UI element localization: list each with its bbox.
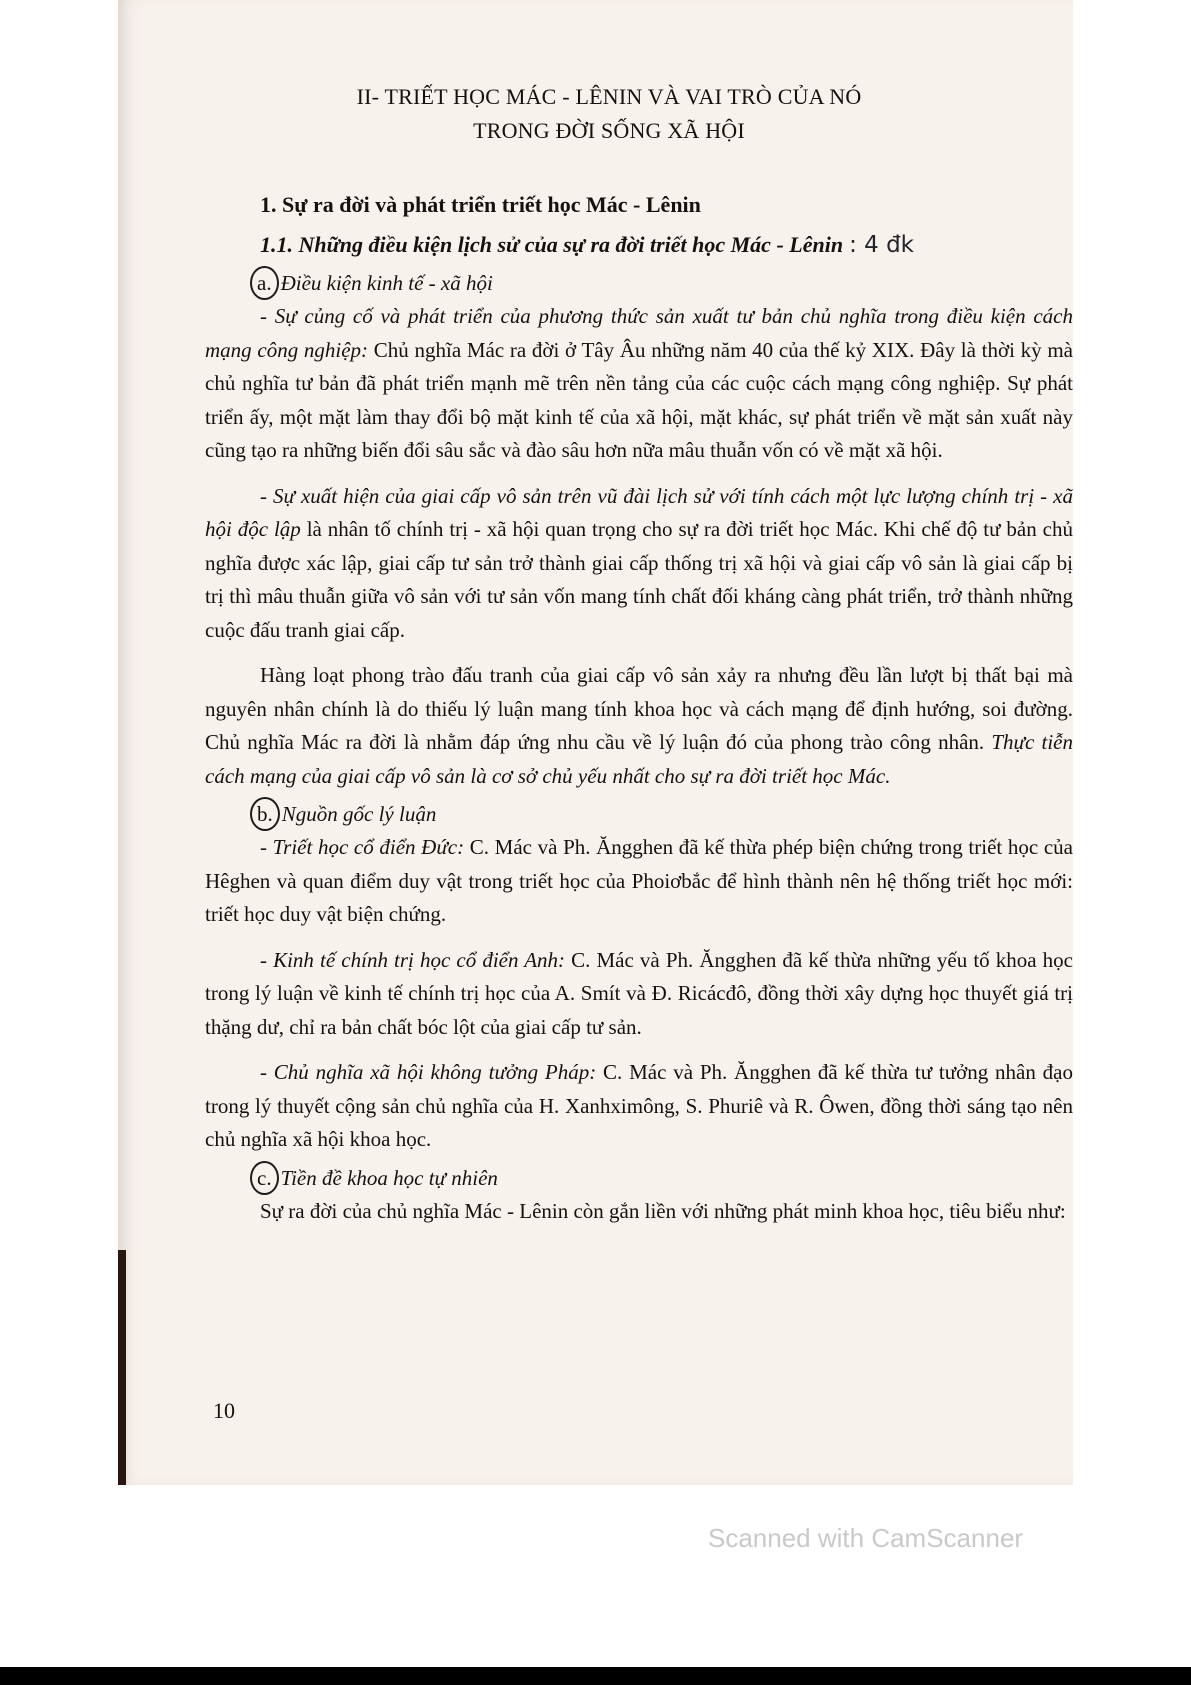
part-b-p2-lead: - Kinh tế chính trị học cổ điển Anh: — [260, 947, 566, 972]
part-b-p3-lead: - Chủ nghĩa xã hội không tưởng Pháp: — [260, 1060, 597, 1084]
subsection-title-text: 1.1. Những điều kiện lịch sử của sự ra đời triết học Mác - Lênin — [260, 232, 844, 257]
part-a-title: Điều kiện kinh tế - xã hội — [280, 271, 493, 295]
part-a-p3-italic: Thực tiễn cách mạng của giai cấp vô sản là cơ sở chủ yếu nhất cho sự ra đời triết học Mác. — [205, 730, 1073, 788]
part-a-p1-text: Chủ nghĩa Mác ra đời ở Tây Âu những năm 40 của thế kỷ XIX. Đây là thời kỳ mà chủ nghĩa tư bản đã phát triển mạnh mẽ trên nền tảng của các cuộc cách mạng công nghiệp. Sự phát triển ấy, một mặt làm thay đổi bộ mặt kinh tế của xã hội, mặt khác, sự phát triển về mặt sản xuất này cũng tạo ra những biến đổi sâu sắc và đào sâu hơn nữa mâu thuẫn vốn có về mặt xã hội. — [205, 337, 1074, 462]
part-b-p1-lead: - Triết học cổ điển Đức: — [260, 835, 465, 859]
bottom-black-bar — [0, 1667, 1191, 1685]
part-a-p2-lead: - Sự xuất hiện của giai cấp vô sản trên vũ đài lịch sử với tính cách một lực lượng chính trị - xã hội độc lập — [205, 483, 1073, 541]
subsection-title — [260, 228, 1073, 262]
part-a-p1-lead: - Sự củng cố và phát triển của phương thức sản xuất tư bản chủ nghĩa trong điều kiện cách mạng công nghiệp: — [205, 304, 1073, 362]
camscanner-watermark: Scanned with CamScanner — [708, 1523, 1024, 1553]
part-b-heading — [250, 797, 1073, 831]
part-a-paragraph-1 — [205, 300, 1073, 468]
part-b-paragraph-3 — [205, 1056, 1073, 1157]
part-b-p1-text: C. Mác và Ph. Ăngghen đã kế thừa phép biện chứng trong triết học của Hêghen và quan điểm duy vật trong triết học của Phoiơbắc để hình thành nên hệ thống triết học mới: triết học duy vật biện chứng. — [205, 835, 1073, 926]
part-c-heading — [250, 1161, 1073, 1195]
book-binding-shadow — [118, 1250, 126, 1485]
part-a-p2-text: là nhân tố chính trị - xã hội quan trọng cho sự ra đời triết học Mác. Khi chế độ tư bản chủ nghĩa được xác lập, giai cấp tư sản trở thành giai cấp thống trị xã hội và giai cấp vô sản là giai cấp bị trị thì mâu thuẫn giữa vô sản với tư sản vốn mang tính chất đối kháng càng phát triển, trở thành những cuộc đấu tranh giai cấp. — [205, 517, 1073, 642]
part-a-paragraph-2 — [205, 480, 1073, 648]
part-b-title: Nguồn gốc lý luận — [281, 802, 437, 826]
chapter-heading-line2: TRONG ĐỜI SỐNG XÃ HỘI — [473, 118, 745, 143]
part-a-p3-text: Hàng loạt phong trào đấu tranh của giai cấp vô sản xảy ra nhưng đều lần lượt bị thất bại mà nguyên nhân chính là do thiếu lý luận mang tính khoa học và cách mạng để định hướng, soi đường. Chủ nghĩa Mác ra đời là nhằm đáp ứng nhu cầu về lý luận đó của phong trào công nhân. — [205, 663, 1073, 754]
page-content — [205, 80, 1073, 1228]
part-c-title: Tiền đề khoa học tự nhiên — [280, 1165, 498, 1190]
part-a-marker: a. — [250, 266, 279, 300]
part-b-p2-text: C. Mác và Ph. Ăngghen đã kế thừa những yếu tố khoa học trong lý luận về kinh tế chính trị học của A. Smít và Đ. Ricácđô, đồng thời xây dựng học thuyết giá trị thặng dư, chỉ ra bản chất bóc lột của giai cấp tư sản. — [205, 947, 1073, 1039]
chapter-heading — [205, 80, 1073, 148]
part-a-heading — [250, 266, 1073, 300]
part-a-paragraph-3 — [205, 659, 1073, 793]
part-c-marker: c. — [250, 1161, 279, 1195]
handwritten-note: : 4 đk — [849, 232, 914, 258]
part-c-p1-text: Sự ra đời của chủ nghĩa Mác - Lênin còn gắn liền với những phát minh khoa học, tiêu biểu như: — [260, 1198, 1066, 1223]
chapter-heading-line1: II- TRIẾT HỌC MÁC - LÊNIN VÀ VAI TRÒ CỦA NÓ — [356, 84, 862, 109]
part-c-paragraph-1 — [205, 1195, 1073, 1229]
part-b-marker: b. — [250, 797, 280, 831]
section-title: 1. Sự ra đời và phát triển triết học Mác - Lênin — [260, 192, 701, 217]
part-b-paragraph-1 — [205, 831, 1073, 932]
part-b-p3-text: C. Mác và Ph. Ăngghen đã kế thừa tư tưởng nhân đạo trong lý thuyết cộng sản chủ nghĩa của H. Xanhximông, S. Phuriê và R. Ôwen, đồng thời sáng tạo nên chủ nghĩa xã hội khoa học. — [205, 1060, 1073, 1151]
page-number: 10 — [213, 1398, 235, 1423]
part-b-paragraph-2 — [205, 944, 1073, 1045]
